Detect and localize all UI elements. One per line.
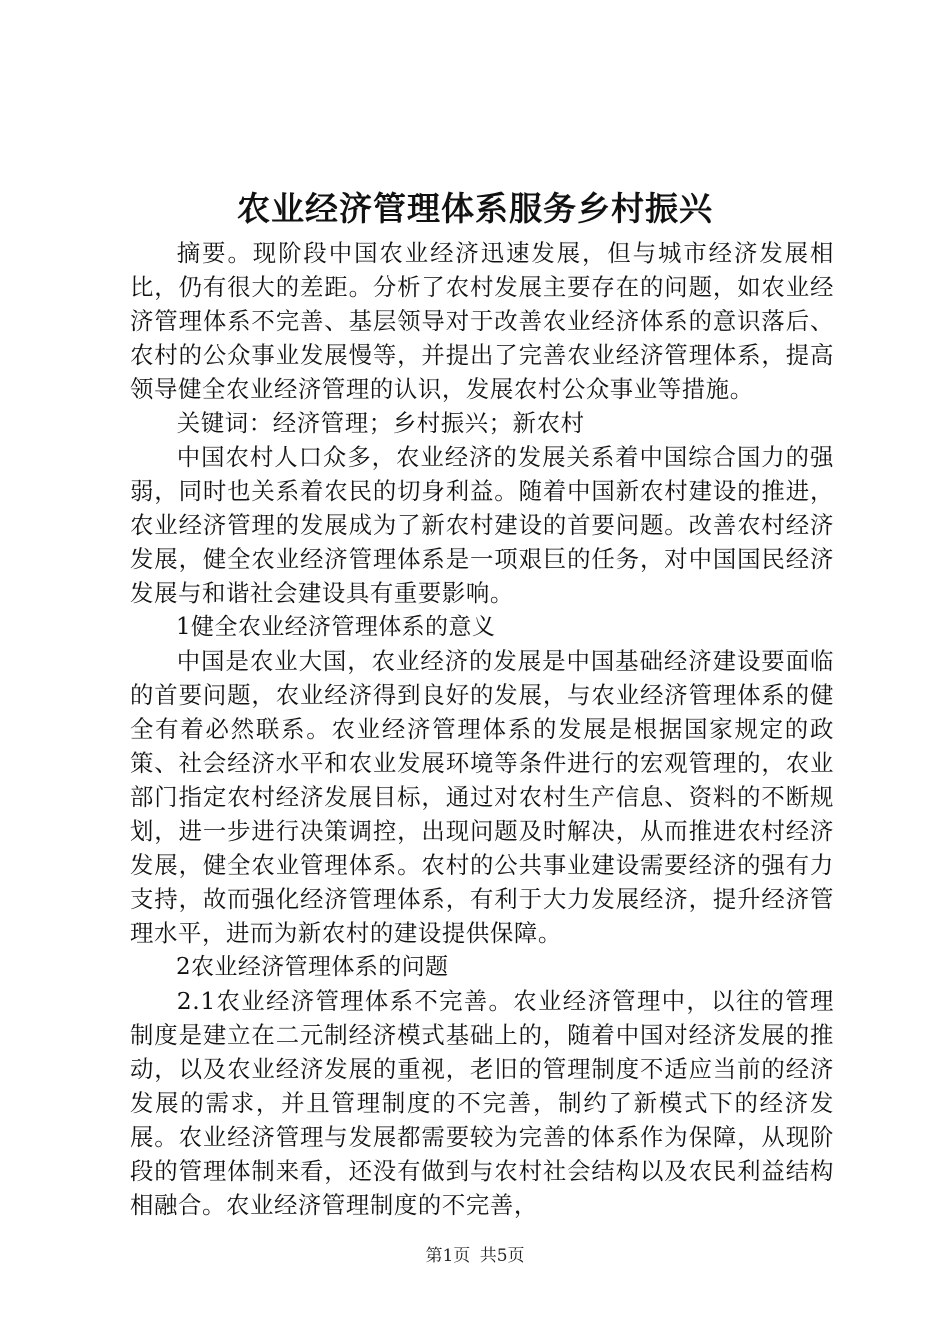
section-heading-2: 2农业经济管理体系的问题 <box>176 954 449 980</box>
section-heading-1: 1健全农业经济管理体系的意义 <box>176 614 496 640</box>
keywords-paragraph: 关键词：经济管理；乡村振兴；新农村 <box>176 409 585 437</box>
page-number: 第1页 <box>425 1246 471 1266</box>
document-title: 农业经济管理体系服务乡村振兴 <box>237 189 713 228</box>
section-1-paragraph: 中国是农业大国，农业经济的发展是中国基础经济建设要面临的首要问题，农业经济得到良好的发展，与农业经济管理体系的健全有着必然联系。农业经济管理体系的发展是根据国家规定的政策、社会经济水平和农业发展环境等条件进行的宏观管理的，农业部门指定农村经济发展目标，通过对农村生产信息、资料的不断规划，进一步进行决策调控，出现问题及时解决，从而推进农村经济发展，健全农业管理体系。农村的公共事业建设需要经济的强有力支持，故而强化经济管理体系，有利于大力发展经济，提升经济管理水平，进而为新农村的建设提供保障。 <box>130 647 834 947</box>
page-total: 共5页 <box>479 1246 525 1266</box>
section-2-1-paragraph: 2.1农业经济管理体系不完善。农业经济管理中，以往的管理制度是建立在二元制经济模式基础上的，随着中国对经济发展的推动，以及农业经济发展的重视，老旧的管理制度不适应当前的经济发展的需求，并且管理制度的不完善，制约了新模式下的经济发展。农业经济管理与发展都需要较为完善的体系作为保障，从现阶段的管理体制来看，还没有做到与农村社会结构以及农民利益结构相融合。农业经济管理制度的不完善， <box>130 987 834 1219</box>
document-body <box>130 236 834 1222</box>
abstract-paragraph: 摘要。现阶段中国农业经济迅速发展，但与城市经济发展相比，仍有很大的差距。分析了农村发展主要存在的问题，如农业经济管理体系不完善、基层领导对于改善农业经济体系的意识落后、农村的公众事业发展慢等，并提出了完善农业经济管理体系，提高领导健全农业经济管理的认识，发展农村公众事业等措施。 <box>130 239 834 403</box>
intro-paragraph: 中国农村人口众多，农业经济的发展关系着中国综合国力的强弱，同时也关系着农民的切身利益。随着中国新农村建设的推进，农业经济管理的发展成为了新农村建设的首要问题。改善农村经济发展，健全农业经济管理体系是一项艰巨的任务，对中国国民经济发展与和谐社会建设具有重要影响。 <box>130 443 834 607</box>
page-footer <box>0 1244 950 1268</box>
